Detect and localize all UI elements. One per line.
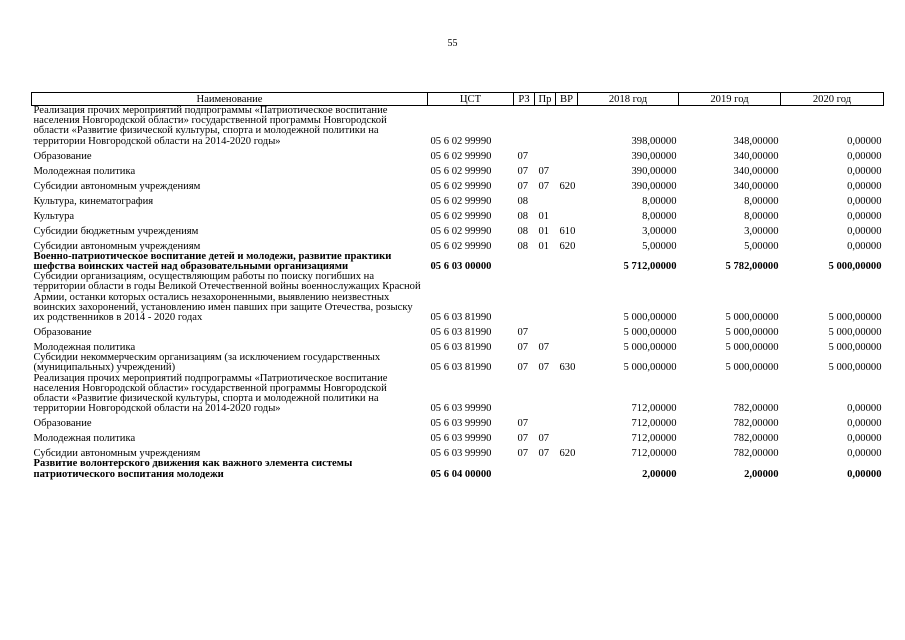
row-cst: 05 6 02 99990 [430, 240, 492, 252]
row-name: Реализация прочих мероприятий подпрограммы «Патриотическое воспитание населения Новгородской области» государственной программы Новгородской области «Развитие физической культуры, спорта и молодежной политики на территории Новгородской области на 2014-2020 годы» [33, 372, 388, 415]
row-rz: 07 [517, 327, 529, 339]
row-value-2020: 5 000,00000 [828, 362, 882, 374]
header-2019: 2019 год [679, 93, 781, 106]
row-rz: 08 [517, 225, 529, 237]
row-cst: 05 6 02 99990 [430, 225, 492, 237]
header-name: Наименование [32, 93, 428, 106]
row-pr: 01 [538, 240, 550, 252]
row-pr [535, 106, 556, 147]
table-body [32, 106, 884, 480]
header-pr: Пр [535, 93, 556, 106]
row-value-2019: 340,00000 [733, 165, 779, 177]
row-value-2019: 8,00000 [744, 195, 779, 207]
row-name: Культура, кинематография [33, 195, 154, 207]
row-value-2019: 5,00000 [744, 240, 779, 252]
row-cst: 05 6 03 99990 [430, 418, 492, 430]
row-cst: 05 6 04 00000 [430, 468, 492, 480]
row-name: Молодежная политика [33, 165, 136, 177]
row-value-2019: 5 000,00000 [725, 312, 779, 324]
row-name: Молодежная политика [33, 433, 136, 445]
header-cst: ЦСТ [428, 93, 514, 106]
row-value-2019: 782,00000 [733, 418, 779, 430]
row-rz [514, 374, 535, 415]
row-pr: 07 [538, 342, 550, 354]
row-value-2020: 5 000,00000 [828, 342, 882, 354]
row-vr [556, 192, 578, 207]
table-row [32, 147, 884, 162]
row-cst: 05 6 03 00000 [430, 261, 492, 273]
row-vr [556, 106, 578, 147]
row-pr [535, 414, 556, 429]
row-pr [535, 252, 556, 272]
row-value-2018: 712,00000 [631, 418, 677, 430]
table-row [32, 444, 884, 459]
row-value-2020: 0,00000 [847, 195, 882, 207]
row-vr [556, 207, 578, 222]
row-value-2020: 0,00000 [847, 403, 882, 415]
row-value-2019: 5 000,00000 [725, 362, 779, 374]
row-name: Субсидии бюджетным учреждениям [33, 225, 199, 237]
row-value-2019: 340,00000 [733, 180, 779, 192]
row-value-2020: 0,00000 [847, 135, 882, 147]
row-vr: 620 [559, 448, 576, 460]
row-name: Развитие волонтерского движения как важного элемента системы патриотического воспитания молодежи [33, 458, 353, 480]
row-value-2019: 5 000,00000 [725, 327, 779, 339]
row-pr [535, 147, 556, 162]
row-value-2018: 2,00000 [642, 468, 677, 480]
row-rz: 07 [517, 165, 529, 177]
row-name: Субсидии автономным учреждениям [33, 448, 201, 460]
row-value-2020: 0,00000 [847, 150, 882, 162]
row-value-2018: 8,00000 [642, 195, 677, 207]
row-name: Образование [33, 150, 92, 162]
row-vr: 610 [559, 225, 576, 237]
row-value-2020: 0,00000 [847, 433, 882, 445]
row-pr [535, 192, 556, 207]
row-pr: 07 [538, 180, 550, 192]
row-name: Образование [33, 327, 92, 339]
table-row [32, 414, 884, 429]
row-value-2018: 3,00000 [642, 225, 677, 237]
table-row [32, 162, 884, 177]
row-cst: 05 6 03 81990 [430, 342, 492, 354]
row-value-2018: 712,00000 [631, 403, 677, 415]
row-vr: 620 [559, 240, 576, 252]
row-cst: 05 6 03 99990 [430, 403, 492, 415]
row-value-2018: 5 000,00000 [623, 327, 677, 339]
row-cst: 05 6 02 99990 [430, 210, 492, 222]
row-rz: 08 [517, 240, 529, 252]
row-name: Субсидии автономным учреждениям [33, 240, 201, 252]
row-value-2019: 3,00000 [744, 225, 779, 237]
row-value-2020: 0,00000 [847, 418, 882, 430]
row-value-2019: 8,00000 [744, 210, 779, 222]
row-value-2018: 5 712,00000 [623, 261, 677, 273]
table-row [32, 272, 884, 323]
row-value-2020: 0,00000 [847, 210, 882, 222]
row-vr [556, 162, 578, 177]
table-row [32, 222, 884, 237]
row-value-2020: 5 000,00000 [828, 261, 882, 273]
row-pr: 07 [538, 433, 550, 445]
row-rz [514, 106, 535, 147]
row-name: Военно-патриотическое воспитание детей и молодежи, развитие практики шефства воинских частей над образовательными организациями [33, 250, 392, 273]
row-value-2018: 5 000,00000 [623, 342, 677, 354]
table-row [32, 177, 884, 192]
header-vr: ВР [556, 93, 578, 106]
row-pr: 01 [538, 225, 550, 237]
table-row [32, 192, 884, 207]
row-rz: 07 [517, 433, 529, 445]
row-rz: 07 [517, 342, 529, 354]
table-row [32, 323, 884, 338]
row-value-2020: 0,00000 [847, 240, 882, 252]
row-vr [556, 414, 578, 429]
row-pr: 07 [538, 448, 550, 460]
table-row [32, 459, 884, 479]
row-value-2018: 390,00000 [631, 150, 677, 162]
row-name: Субсидии организациям, осуществляющим работы по поиску погибших на территории области в годы Великой Отечественной войны военнослужащих Красной Армии, останки которых остались незахороненными, выявлению неизвестных воинских захоронений, установлению имен павших при защите Отечества, розыску их родственников в 2014 - 2020 годах [33, 271, 421, 324]
row-rz: 08 [517, 210, 529, 222]
row-rz: 07 [517, 418, 529, 430]
row-name: Субсидии некоммерческим организациям (за исключением государственных (муниципальных) учреждений) [33, 352, 381, 374]
row-pr [535, 323, 556, 338]
row-name: Реализация прочих мероприятий подпрограммы «Патриотическое воспитание населения Новгородской области» государственной программы Новгородской области «Развитие физической культуры, спорта и молодежной политики на территории Новгородской области на 2014-2020 годы» [33, 105, 388, 147]
row-value-2019: 348,00000 [733, 135, 779, 147]
row-cst: 05 6 02 99990 [430, 180, 492, 192]
row-cst: 05 6 02 99990 [430, 150, 492, 162]
row-value-2019: 782,00000 [733, 403, 779, 415]
row-name: Молодежная политика [33, 342, 136, 354]
row-rz: 07 [517, 362, 529, 374]
row-name: Культура [33, 210, 75, 222]
row-cst: 05 6 02 99990 [430, 195, 492, 207]
row-cst: 05 6 03 99990 [430, 433, 492, 445]
row-name: Образование [33, 418, 92, 430]
row-value-2019: 340,00000 [733, 150, 779, 162]
row-name: Субсидии автономным учреждениям [33, 180, 201, 192]
row-value-2018: 390,00000 [631, 180, 677, 192]
row-value-2020: 0,00000 [847, 180, 882, 192]
row-rz: 08 [517, 195, 529, 207]
row-value-2018: 5 000,00000 [623, 362, 677, 374]
table-row [32, 338, 884, 353]
row-vr: 630 [559, 362, 576, 374]
row-cst: 05 6 02 99990 [430, 165, 492, 177]
table-row [32, 207, 884, 222]
row-vr [556, 338, 578, 353]
row-rz [514, 272, 535, 323]
row-cst: 05 6 03 99990 [430, 448, 492, 460]
row-value-2020: 0,00000 [847, 448, 882, 460]
table-row [32, 353, 884, 373]
row-pr [535, 272, 556, 323]
header-rz: РЗ [514, 93, 535, 106]
row-rz [514, 459, 535, 479]
row-value-2020: 0,00000 [847, 468, 882, 480]
row-cst: 05 6 03 81990 [430, 327, 492, 339]
row-value-2020: 5 000,00000 [828, 312, 882, 324]
row-vr [556, 374, 578, 415]
row-value-2018: 5,00000 [642, 240, 677, 252]
row-vr: 620 [559, 180, 576, 192]
budget-table [31, 92, 884, 480]
row-vr [556, 429, 578, 444]
row-cst: 05 6 03 81990 [430, 362, 492, 374]
row-value-2020: 0,00000 [847, 225, 882, 237]
table-header [32, 93, 884, 106]
row-pr [535, 374, 556, 415]
row-value-2018: 712,00000 [631, 433, 677, 445]
row-pr: 01 [538, 210, 550, 222]
row-value-2019: 2,00000 [744, 468, 779, 480]
row-vr [556, 147, 578, 162]
row-vr [556, 459, 578, 479]
header-2020: 2020 год [781, 93, 884, 106]
table-row [32, 106, 884, 147]
row-value-2020: 5 000,00000 [828, 327, 882, 339]
row-vr [556, 323, 578, 338]
table-row [32, 374, 884, 415]
row-value-2019: 782,00000 [733, 448, 779, 460]
row-value-2020: 0,00000 [847, 165, 882, 177]
row-vr [556, 272, 578, 323]
row-value-2018: 398,00000 [631, 135, 677, 147]
row-value-2019: 5 782,00000 [725, 261, 779, 273]
page-number: 55 [447, 38, 458, 49]
row-rz: 07 [517, 180, 529, 192]
row-value-2018: 5 000,00000 [623, 312, 677, 324]
header-2018: 2018 год [578, 93, 679, 106]
table-row [32, 429, 884, 444]
row-value-2018: 712,00000 [631, 448, 677, 460]
row-pr: 07 [538, 165, 550, 177]
row-rz [514, 252, 535, 272]
row-pr: 07 [538, 362, 550, 374]
table-row [32, 252, 884, 272]
header-row [32, 93, 884, 106]
row-vr [556, 252, 578, 272]
row-value-2019: 5 000,00000 [725, 342, 779, 354]
row-cst: 05 6 02 99990 [430, 135, 492, 147]
row-rz: 07 [517, 150, 529, 162]
row-value-2018: 8,00000 [642, 210, 677, 222]
row-cst: 05 6 03 81990 [430, 312, 492, 324]
row-value-2018: 390,00000 [631, 165, 677, 177]
row-pr [535, 459, 556, 479]
table-row [32, 237, 884, 252]
row-rz: 07 [517, 448, 529, 460]
row-value-2019: 782,00000 [733, 433, 779, 445]
